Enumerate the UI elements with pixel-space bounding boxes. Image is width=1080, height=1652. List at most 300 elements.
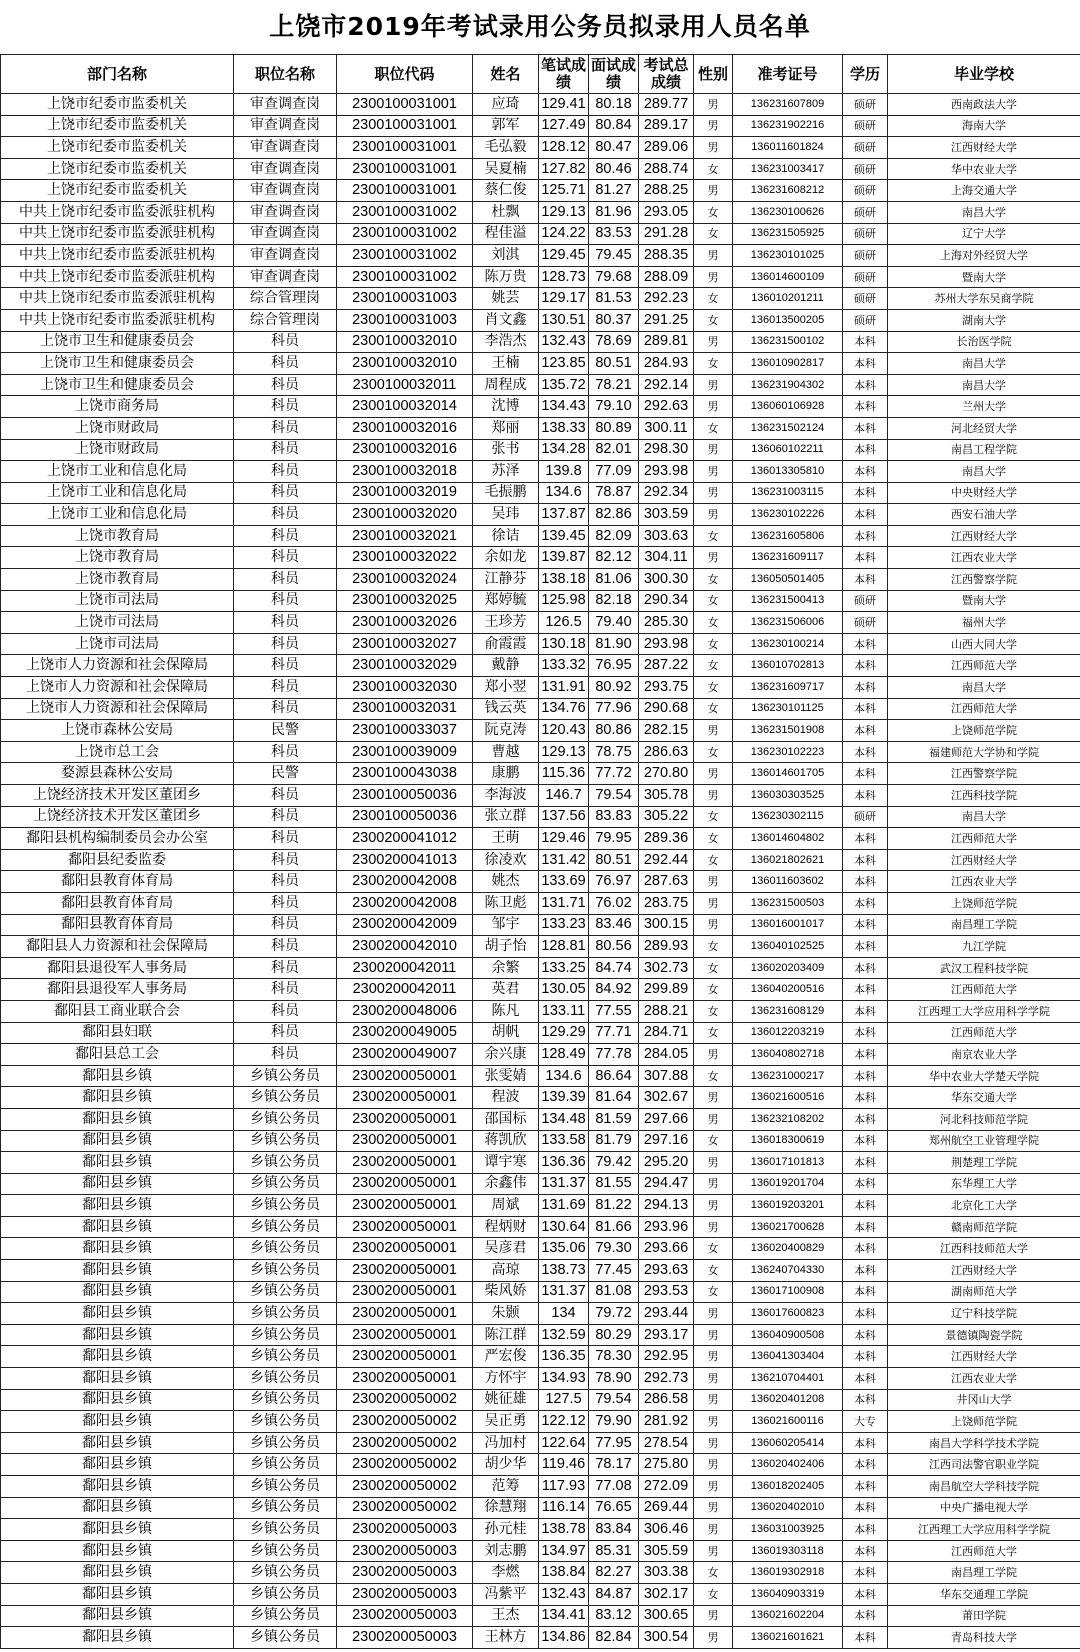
cell-gender: 男 bbox=[694, 1044, 733, 1066]
cell-written-score: 124.22 bbox=[539, 223, 589, 245]
cell-exam-number: 136031003925 bbox=[733, 1519, 843, 1541]
cell-interview-score: 82.86 bbox=[589, 504, 639, 526]
cell-position: 审查调查岗 bbox=[234, 137, 337, 159]
cell-gender: 男 bbox=[694, 331, 733, 353]
cell-interview-score: 79.40 bbox=[589, 612, 639, 634]
cell-gender: 女 bbox=[694, 353, 733, 375]
table-row bbox=[1, 1562, 1080, 1584]
cell-interview-score: 78.30 bbox=[589, 1346, 639, 1368]
cell-school: 兰州大学 bbox=[888, 396, 1080, 418]
cell-name: 戴静 bbox=[473, 655, 539, 677]
table-row bbox=[1, 547, 1080, 569]
cell-name: 钱云英 bbox=[473, 698, 539, 720]
cell-total-score: 292.73 bbox=[639, 1368, 694, 1390]
table-row bbox=[1, 1087, 1080, 1109]
cell-department: 鄱阳县乡镇 bbox=[1, 1238, 234, 1260]
cell-school: 江西警察学院 bbox=[888, 569, 1080, 591]
cell-position: 乡镇公务员 bbox=[234, 1216, 337, 1238]
cell-education: 本科 bbox=[843, 1346, 888, 1368]
table-row bbox=[1, 1303, 1080, 1325]
cell-school: 上饶师范学院 bbox=[888, 720, 1080, 742]
cell-exam-number: 136010201211 bbox=[733, 288, 843, 310]
cell-position-code: 2300200050001 bbox=[337, 1260, 473, 1282]
cell-name: 程波 bbox=[473, 1087, 539, 1109]
cell-written-score: 134.76 bbox=[539, 698, 589, 720]
cell-education: 本科 bbox=[843, 1281, 888, 1303]
cell-education: 硕研 bbox=[843, 201, 888, 223]
table-row bbox=[1, 1432, 1080, 1454]
cell-name: 郭军 bbox=[473, 115, 539, 137]
cell-position-code: 2300200050001 bbox=[337, 1108, 473, 1130]
table-row bbox=[1, 1108, 1080, 1130]
cell-school: 江西科技学院 bbox=[888, 785, 1080, 807]
cell-gender: 男 bbox=[694, 396, 733, 418]
cell-education: 硕研 bbox=[843, 158, 888, 180]
cell-school: 南京农业大学 bbox=[888, 1044, 1080, 1066]
cell-position-code: 2300200050001 bbox=[337, 1281, 473, 1303]
cell-school: 苏州大学东吴商学院 bbox=[888, 288, 1080, 310]
cell-position-code: 2300200050001 bbox=[337, 1152, 473, 1174]
cell-written-score: 135.72 bbox=[539, 374, 589, 396]
cell-gender: 女 bbox=[694, 417, 733, 439]
cell-name: 方怀宇 bbox=[473, 1368, 539, 1390]
table-row bbox=[1, 115, 1080, 137]
cell-department: 上饶经济技术开发区董团乡 bbox=[1, 785, 234, 807]
cell-gender: 男 bbox=[694, 1087, 733, 1109]
table-row bbox=[1, 655, 1080, 677]
cell-name: 姚征雄 bbox=[473, 1389, 539, 1411]
cell-total-score: 292.95 bbox=[639, 1346, 694, 1368]
cell-exam-number: 136020402010 bbox=[733, 1497, 843, 1519]
cell-position: 乡镇公务员 bbox=[234, 1346, 337, 1368]
cell-gender: 男 bbox=[694, 871, 733, 893]
cell-name: 王杰 bbox=[473, 1605, 539, 1627]
cell-name: 冯加村 bbox=[473, 1432, 539, 1454]
cell-total-score: 293.44 bbox=[639, 1303, 694, 1325]
cell-total-score: 300.54 bbox=[639, 1627, 694, 1649]
cell-school: 江西农业大学 bbox=[888, 1368, 1080, 1390]
cell-department: 鄱阳县退役军人事务局 bbox=[1, 957, 234, 979]
cell-total-score: 275.80 bbox=[639, 1454, 694, 1476]
cell-gender: 女 bbox=[694, 612, 733, 634]
cell-name: 张书 bbox=[473, 439, 539, 461]
cell-written-score: 135.06 bbox=[539, 1238, 589, 1260]
cell-school: 西安石油大学 bbox=[888, 504, 1080, 526]
cell-position-code: 2300100032020 bbox=[337, 504, 473, 526]
table-row bbox=[1, 849, 1080, 871]
cell-school: 中央财经大学 bbox=[888, 482, 1080, 504]
table-row bbox=[1, 590, 1080, 612]
cell-written-score: 138.18 bbox=[539, 569, 589, 591]
table-row bbox=[1, 1130, 1080, 1152]
cell-school: 江西师范大学 bbox=[888, 979, 1080, 1001]
cell-gender: 女 bbox=[694, 1065, 733, 1087]
cell-exam-number: 136232108202 bbox=[733, 1108, 843, 1130]
cell-interview-score: 81.06 bbox=[589, 569, 639, 591]
cell-position-code: 2300100050036 bbox=[337, 785, 473, 807]
table-row bbox=[1, 1065, 1080, 1087]
cell-written-score: 134.86 bbox=[539, 1627, 589, 1649]
cell-department: 中共上饶市纪委市监委派驻机构 bbox=[1, 309, 234, 331]
cell-total-score: 293.98 bbox=[639, 633, 694, 655]
cell-education: 本科 bbox=[843, 914, 888, 936]
column-header-department: 部门名称 bbox=[1, 55, 234, 94]
cell-exam-number: 136018300619 bbox=[733, 1130, 843, 1152]
cell-position: 乡镇公务员 bbox=[234, 1627, 337, 1649]
cell-education: 本科 bbox=[843, 396, 888, 418]
cell-position-code: 2300100033037 bbox=[337, 720, 473, 742]
cell-exam-number: 136231505925 bbox=[733, 223, 843, 245]
cell-education: 大专 bbox=[843, 1411, 888, 1433]
cell-gender: 男 bbox=[694, 547, 733, 569]
cell-exam-number: 136017100908 bbox=[733, 1281, 843, 1303]
cell-position: 科员 bbox=[234, 374, 337, 396]
cell-school: 南昌工程学院 bbox=[888, 439, 1080, 461]
cell-education: 本科 bbox=[843, 1238, 888, 1260]
cell-school: 郑州航空工业管理学院 bbox=[888, 1130, 1080, 1152]
cell-total-score: 293.66 bbox=[639, 1238, 694, 1260]
page-title: 上饶市2019年考试录用公务员拟录用人员名单 bbox=[269, 12, 811, 41]
cell-gender: 女 bbox=[694, 1260, 733, 1282]
cell-written-score: 129.41 bbox=[539, 94, 589, 116]
cell-total-score: 285.30 bbox=[639, 612, 694, 634]
cell-education: 本科 bbox=[843, 331, 888, 353]
cell-total-score: 288.09 bbox=[639, 266, 694, 288]
cell-name: 陈凡 bbox=[473, 1000, 539, 1022]
cell-exam-number: 136010902817 bbox=[733, 353, 843, 375]
cell-gender: 男 bbox=[694, 461, 733, 483]
cell-total-score: 289.93 bbox=[639, 936, 694, 958]
cell-department: 鄱阳县乡镇 bbox=[1, 1432, 234, 1454]
cell-interview-score: 83.12 bbox=[589, 1605, 639, 1627]
cell-total-score: 284.71 bbox=[639, 1022, 694, 1044]
cell-exam-number: 136018202405 bbox=[733, 1476, 843, 1498]
cell-gender: 男 bbox=[694, 504, 733, 526]
cell-position-code: 2300200050002 bbox=[337, 1432, 473, 1454]
cell-department: 中共上饶市纪委市监委派驻机构 bbox=[1, 266, 234, 288]
table-row bbox=[1, 720, 1080, 742]
cell-education: 本科 bbox=[843, 439, 888, 461]
cell-gender: 男 bbox=[694, 1368, 733, 1390]
cell-school: 西南政法大学 bbox=[888, 94, 1080, 116]
cell-gender: 女 bbox=[694, 698, 733, 720]
cell-written-score: 130.18 bbox=[539, 633, 589, 655]
cell-exam-number: 136030303525 bbox=[733, 785, 843, 807]
cell-total-score: 304.11 bbox=[639, 547, 694, 569]
cell-position: 科员 bbox=[234, 612, 337, 634]
table-row bbox=[1, 1238, 1080, 1260]
cell-total-score: 302.73 bbox=[639, 957, 694, 979]
cell-total-score: 288.21 bbox=[639, 1000, 694, 1022]
table-row bbox=[1, 1216, 1080, 1238]
header-row bbox=[1, 55, 1080, 94]
cell-exam-number: 136040903319 bbox=[733, 1583, 843, 1605]
cell-gender: 男 bbox=[694, 1324, 733, 1346]
cell-total-score: 282.15 bbox=[639, 720, 694, 742]
cell-exam-number: 136020400829 bbox=[733, 1238, 843, 1260]
table-row bbox=[1, 1519, 1080, 1541]
cell-interview-score: 79.42 bbox=[589, 1152, 639, 1174]
cell-gender: 男 bbox=[694, 1216, 733, 1238]
cell-education: 本科 bbox=[843, 1368, 888, 1390]
cell-position: 乡镇公务员 bbox=[234, 1497, 337, 1519]
cell-education: 本科 bbox=[843, 569, 888, 591]
cell-gender: 男 bbox=[694, 374, 733, 396]
cell-exam-number: 136021802621 bbox=[733, 849, 843, 871]
cell-name: 李浩杰 bbox=[473, 331, 539, 353]
cell-gender: 女 bbox=[694, 849, 733, 871]
cell-education: 本科 bbox=[843, 828, 888, 850]
cell-interview-score: 81.27 bbox=[589, 180, 639, 202]
cell-school: 江西警察学院 bbox=[888, 763, 1080, 785]
cell-exam-number: 136060102211 bbox=[733, 439, 843, 461]
cell-gender: 女 bbox=[694, 979, 733, 1001]
cell-position-code: 2300200050001 bbox=[337, 1087, 473, 1109]
cell-gender: 女 bbox=[694, 1000, 733, 1022]
cell-position-code: 2300200050002 bbox=[337, 1411, 473, 1433]
cell-department: 鄱阳县乡镇 bbox=[1, 1368, 234, 1390]
cell-name: 王林方 bbox=[473, 1627, 539, 1649]
cell-total-score: 307.88 bbox=[639, 1065, 694, 1087]
cell-position: 审查调查岗 bbox=[234, 115, 337, 137]
table-row bbox=[1, 1411, 1080, 1433]
cell-exam-number: 136016001017 bbox=[733, 914, 843, 936]
cell-total-score: 293.96 bbox=[639, 1216, 694, 1238]
cell-position: 乡镇公务员 bbox=[234, 1389, 337, 1411]
cell-name: 周程成 bbox=[473, 374, 539, 396]
cell-gender: 女 bbox=[694, 806, 733, 828]
cell-school: 湖南师范大学 bbox=[888, 1281, 1080, 1303]
cell-name: 张立群 bbox=[473, 806, 539, 828]
cell-interview-score: 82.27 bbox=[589, 1562, 639, 1584]
cell-total-score: 299.89 bbox=[639, 979, 694, 1001]
cell-department: 上饶市教育局 bbox=[1, 525, 234, 547]
cell-education: 本科 bbox=[843, 1260, 888, 1282]
cell-exam-number: 136231003115 bbox=[733, 482, 843, 504]
cell-name: 余鑫伟 bbox=[473, 1173, 539, 1195]
cell-position-code: 2300100031001 bbox=[337, 158, 473, 180]
cell-education: 本科 bbox=[843, 1216, 888, 1238]
cell-education: 硕研 bbox=[843, 115, 888, 137]
cell-exam-number: 136231608129 bbox=[733, 1000, 843, 1022]
cell-interview-score: 80.89 bbox=[589, 417, 639, 439]
cell-total-score: 281.92 bbox=[639, 1411, 694, 1433]
cell-total-score: 303.59 bbox=[639, 504, 694, 526]
cell-education: 本科 bbox=[843, 1497, 888, 1519]
cell-education: 本科 bbox=[843, 741, 888, 763]
cell-department: 鄱阳县乡镇 bbox=[1, 1454, 234, 1476]
cell-school: 莆田学院 bbox=[888, 1605, 1080, 1627]
cell-exam-number: 136231609717 bbox=[733, 677, 843, 699]
cell-school: 江西理工大学应用科学学院 bbox=[888, 1519, 1080, 1541]
cell-position: 科员 bbox=[234, 892, 337, 914]
cell-department: 上饶市工业和信息化局 bbox=[1, 482, 234, 504]
cell-written-score: 133.69 bbox=[539, 871, 589, 893]
cell-school: 河北科技师范学院 bbox=[888, 1108, 1080, 1130]
cell-interview-score: 83.83 bbox=[589, 806, 639, 828]
cell-position-code: 2300100031003 bbox=[337, 288, 473, 310]
cell-name: 朱颢 bbox=[473, 1303, 539, 1325]
cell-department: 上饶市人力资源和社会保障局 bbox=[1, 655, 234, 677]
cell-name: 邵国标 bbox=[473, 1108, 539, 1130]
table-row bbox=[1, 1476, 1080, 1498]
cell-position: 科员 bbox=[234, 698, 337, 720]
cell-written-score: 139.39 bbox=[539, 1087, 589, 1109]
cell-exam-number: 136230100626 bbox=[733, 201, 843, 223]
cell-position: 乡镇公务员 bbox=[234, 1583, 337, 1605]
cell-position: 综合管理岗 bbox=[234, 309, 337, 331]
cell-education: 硕研 bbox=[843, 245, 888, 267]
cell-interview-score: 76.02 bbox=[589, 892, 639, 914]
cell-department: 鄱阳县乡镇 bbox=[1, 1497, 234, 1519]
cell-exam-number: 136230102223 bbox=[733, 741, 843, 763]
cell-school: 江西理工大学应用科学学院 bbox=[888, 1000, 1080, 1022]
cell-written-score: 139.87 bbox=[539, 547, 589, 569]
cell-interview-score: 78.21 bbox=[589, 374, 639, 396]
cell-education: 硕研 bbox=[843, 223, 888, 245]
cell-education: 本科 bbox=[843, 785, 888, 807]
cell-position-code: 2300100032027 bbox=[337, 633, 473, 655]
cell-name: 阮克涛 bbox=[473, 720, 539, 742]
cell-exam-number: 136040200516 bbox=[733, 979, 843, 1001]
cell-name: 杜飘 bbox=[473, 201, 539, 223]
cell-gender: 女 bbox=[694, 525, 733, 547]
cell-school: 九江学院 bbox=[888, 936, 1080, 958]
cell-gender: 女 bbox=[694, 309, 733, 331]
cell-gender: 女 bbox=[694, 223, 733, 245]
column-header-position-code: 职位代码 bbox=[337, 55, 473, 94]
cell-written-score: 132.43 bbox=[539, 331, 589, 353]
cell-position: 乡镇公务员 bbox=[234, 1476, 337, 1498]
cell-gender: 女 bbox=[694, 655, 733, 677]
cell-position: 乡镇公务员 bbox=[234, 1195, 337, 1217]
cell-position: 科员 bbox=[234, 1022, 337, 1044]
cell-position-code: 2300100032022 bbox=[337, 547, 473, 569]
cell-position-code: 2300100032029 bbox=[337, 655, 473, 677]
cell-exam-number: 136231003417 bbox=[733, 158, 843, 180]
column-header-position: 职位名称 bbox=[234, 55, 337, 94]
cell-school: 北京化工大学 bbox=[888, 1195, 1080, 1217]
cell-education: 本科 bbox=[843, 871, 888, 893]
table-body bbox=[1, 94, 1080, 1649]
cell-interview-score: 81.96 bbox=[589, 201, 639, 223]
cell-school: 南昌大学 bbox=[888, 806, 1080, 828]
cell-education: 本科 bbox=[843, 353, 888, 375]
cell-school: 南昌航空大学科技学院 bbox=[888, 1476, 1080, 1498]
cell-school: 暨南大学 bbox=[888, 590, 1080, 612]
cell-written-score: 138.78 bbox=[539, 1519, 589, 1541]
cell-written-score: 134.97 bbox=[539, 1540, 589, 1562]
cell-name: 徐凌欢 bbox=[473, 849, 539, 871]
cell-department: 鄱阳县乡镇 bbox=[1, 1152, 234, 1174]
cell-written-score: 129.46 bbox=[539, 828, 589, 850]
cell-exam-number: 136017101813 bbox=[733, 1152, 843, 1174]
cell-position: 乡镇公务员 bbox=[234, 1519, 337, 1541]
cell-gender: 女 bbox=[694, 677, 733, 699]
cell-education: 本科 bbox=[843, 720, 888, 742]
cell-interview-score: 77.45 bbox=[589, 1260, 639, 1282]
cell-gender: 男 bbox=[694, 1540, 733, 1562]
cell-position-code: 2300100032010 bbox=[337, 331, 473, 353]
cell-written-score: 129.13 bbox=[539, 201, 589, 223]
candidate-table bbox=[0, 54, 1080, 1649]
table-row bbox=[1, 309, 1080, 331]
column-header-education: 学历 bbox=[843, 55, 888, 94]
cell-gender: 男 bbox=[694, 785, 733, 807]
cell-gender: 男 bbox=[694, 1389, 733, 1411]
cell-interview-score: 77.55 bbox=[589, 1000, 639, 1022]
cell-written-score: 134.28 bbox=[539, 439, 589, 461]
table-row bbox=[1, 158, 1080, 180]
cell-total-score: 290.34 bbox=[639, 590, 694, 612]
cell-written-score: 128.12 bbox=[539, 137, 589, 159]
cell-interview-score: 77.95 bbox=[589, 1432, 639, 1454]
cell-position: 科员 bbox=[234, 417, 337, 439]
cell-name: 徐慧翔 bbox=[473, 1497, 539, 1519]
cell-total-score: 293.17 bbox=[639, 1324, 694, 1346]
cell-total-score: 286.63 bbox=[639, 741, 694, 763]
cell-name: 陈卫彪 bbox=[473, 892, 539, 914]
cell-interview-score: 77.09 bbox=[589, 461, 639, 483]
table-row bbox=[1, 180, 1080, 202]
cell-gender: 女 bbox=[694, 1562, 733, 1584]
table-row bbox=[1, 94, 1080, 116]
cell-department: 上饶市纪委市监委机关 bbox=[1, 180, 234, 202]
cell-education: 本科 bbox=[843, 374, 888, 396]
cell-department: 中共上饶市纪委市监委派驻机构 bbox=[1, 245, 234, 267]
table-row bbox=[1, 785, 1080, 807]
cell-position-code: 2300200050002 bbox=[337, 1454, 473, 1476]
cell-interview-score: 77.08 bbox=[589, 1476, 639, 1498]
cell-written-score: 133.32 bbox=[539, 655, 589, 677]
cell-gender: 女 bbox=[694, 590, 733, 612]
cell-position: 科员 bbox=[234, 482, 337, 504]
cell-interview-score: 83.46 bbox=[589, 914, 639, 936]
cell-written-score: 134.48 bbox=[539, 1108, 589, 1130]
cell-position-code: 2300200042010 bbox=[337, 936, 473, 958]
cell-name: 郑婷毓 bbox=[473, 590, 539, 612]
table-row bbox=[1, 331, 1080, 353]
cell-position: 乡镇公务员 bbox=[234, 1562, 337, 1584]
cell-school: 海南大学 bbox=[888, 115, 1080, 137]
cell-written-score: 137.87 bbox=[539, 504, 589, 526]
cell-total-score: 295.20 bbox=[639, 1152, 694, 1174]
table-row bbox=[1, 266, 1080, 288]
cell-exam-number: 136060106928 bbox=[733, 396, 843, 418]
cell-gender: 男 bbox=[694, 720, 733, 742]
cell-exam-number: 136019303118 bbox=[733, 1540, 843, 1562]
cell-department: 鄱阳县乡镇 bbox=[1, 1324, 234, 1346]
table-row bbox=[1, 417, 1080, 439]
table-row bbox=[1, 741, 1080, 763]
cell-position-code: 2300100050036 bbox=[337, 806, 473, 828]
cell-position-code: 2300100032016 bbox=[337, 439, 473, 461]
table-row bbox=[1, 892, 1080, 914]
table-row bbox=[1, 1497, 1080, 1519]
cell-total-score: 292.63 bbox=[639, 396, 694, 418]
cell-position-code: 2300200050001 bbox=[337, 1303, 473, 1325]
cell-name: 余兴康 bbox=[473, 1044, 539, 1066]
cell-exam-number: 136231500413 bbox=[733, 590, 843, 612]
cell-gender: 女 bbox=[694, 569, 733, 591]
cell-position: 科员 bbox=[234, 936, 337, 958]
table-row bbox=[1, 698, 1080, 720]
table-row bbox=[1, 525, 1080, 547]
cell-position: 乡镇公务员 bbox=[234, 1130, 337, 1152]
cell-education: 本科 bbox=[843, 763, 888, 785]
cell-position-code: 2300100032024 bbox=[337, 569, 473, 591]
cell-school: 景德镇陶瓷学院 bbox=[888, 1324, 1080, 1346]
